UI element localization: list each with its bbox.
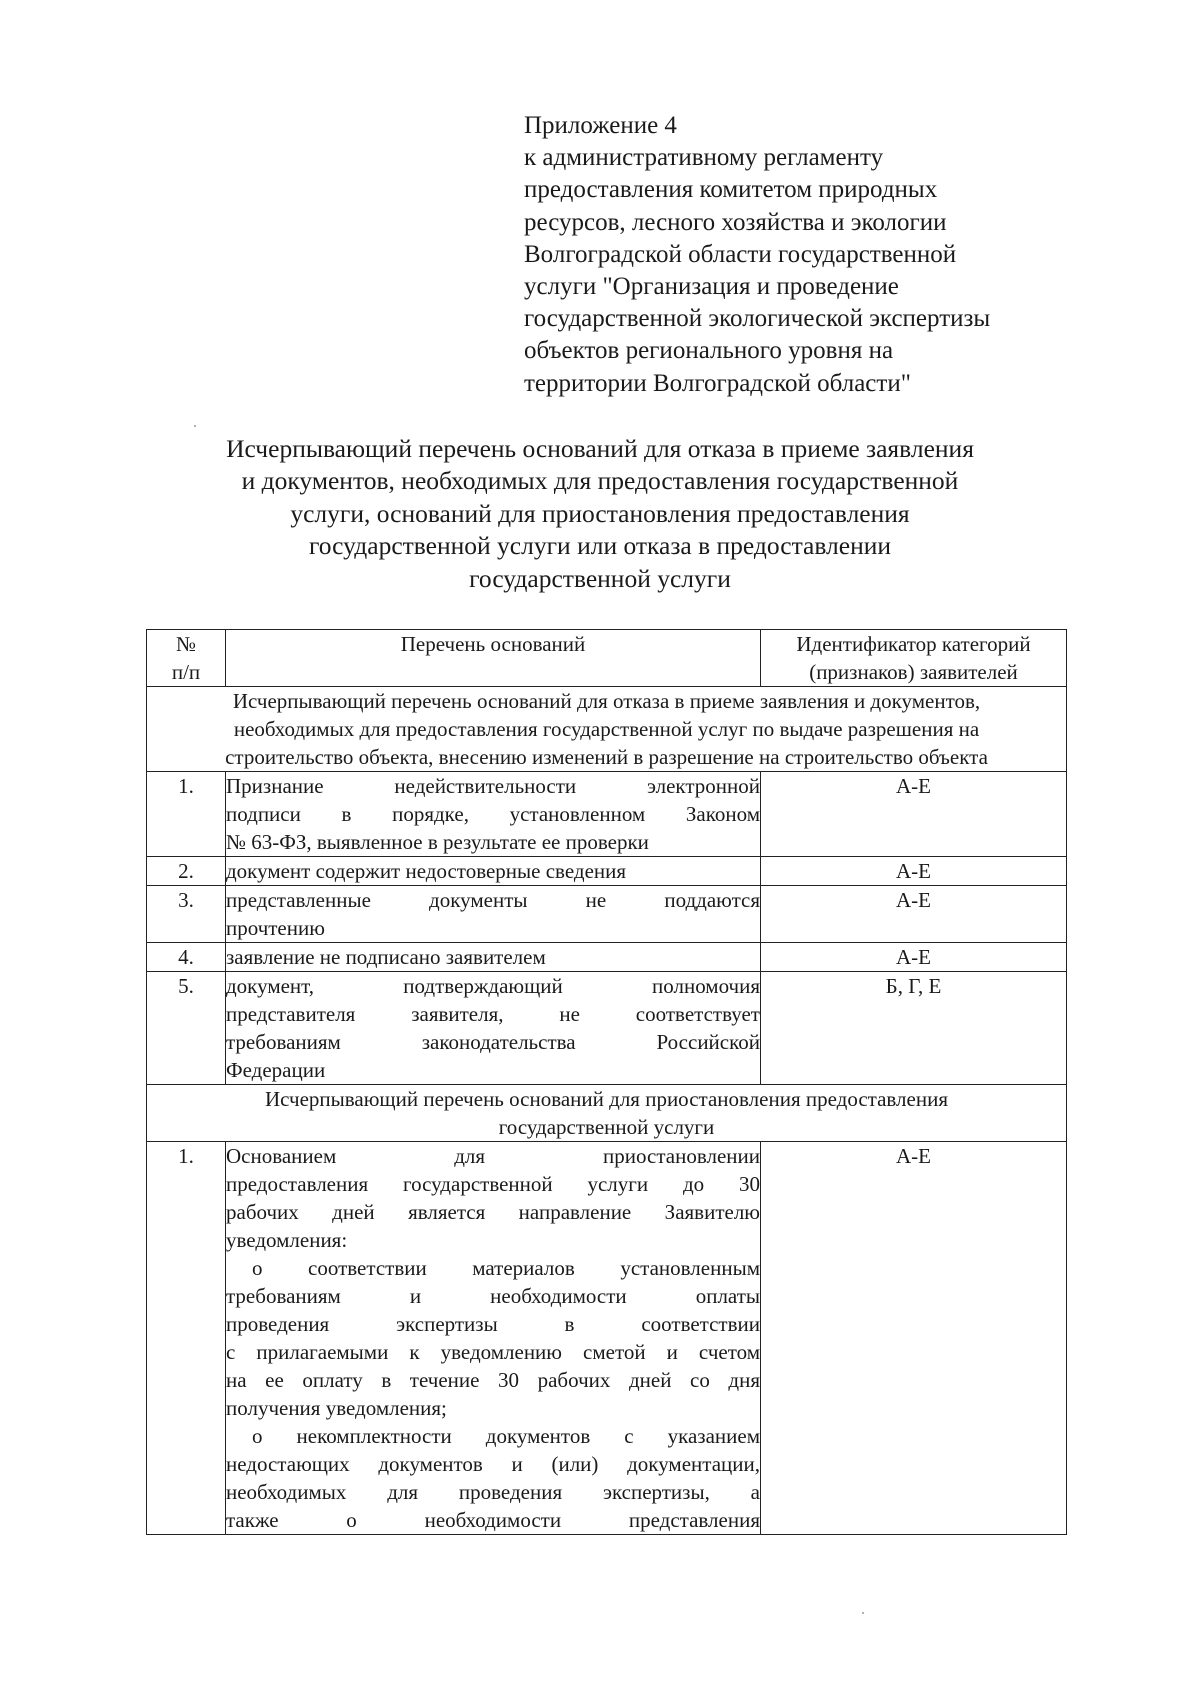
header-num-line: № bbox=[175, 632, 197, 656]
reason-line: требованиям законодательства Российской bbox=[226, 1030, 760, 1054]
reason-line: необходимых для проведения экспертизы, а bbox=[226, 1480, 760, 1504]
row-reason bbox=[226, 857, 761, 886]
title-line: услуги, оснований для приостановления предоставления bbox=[290, 498, 910, 528]
reason-line: документ содержит недостоверные сведения bbox=[226, 859, 627, 883]
section-heading-row bbox=[147, 687, 1067, 772]
section-heading-line: строительство объекта, внесению изменений в разрешение на строительство объекта bbox=[225, 745, 988, 769]
reason-line: документ, подтверждающий полномочия bbox=[226, 974, 760, 998]
reason-line: предоставления государственной услуги до 30 bbox=[226, 1172, 760, 1196]
row-identifier: А-Е bbox=[761, 772, 1067, 857]
reasons-table bbox=[146, 629, 1067, 1535]
reason-line: Федерации bbox=[226, 1058, 326, 1082]
header-num-cell bbox=[147, 630, 226, 687]
row-number: 1. bbox=[147, 1142, 226, 1535]
section1-heading bbox=[147, 687, 1067, 772]
appendix-line: Приложение 4 bbox=[524, 112, 677, 139]
row-number: 1. bbox=[147, 772, 226, 857]
row-identifier: А-Е bbox=[761, 1142, 1067, 1535]
row-number: 5. bbox=[147, 972, 226, 1085]
appendix-line: ресурсов, лесного хозяйства и экологии bbox=[524, 208, 947, 236]
row-reason bbox=[226, 886, 761, 943]
row-identifier: А-Е bbox=[761, 857, 1067, 886]
table-row bbox=[147, 857, 1067, 886]
appendix-line: объектов регионального уровня на bbox=[524, 337, 894, 365]
table-row bbox=[147, 1142, 1067, 1535]
row-reason bbox=[226, 943, 761, 972]
reason-line: Признание недействительности электронной bbox=[226, 774, 760, 798]
reason-line: рабочих дней является направление Заявителю bbox=[226, 1200, 760, 1224]
reason-line: представленные документы не поддаются bbox=[226, 888, 760, 912]
reason-line: о некомплектности документов с указанием bbox=[252, 1424, 760, 1448]
appendix-line: к административному регламенту bbox=[524, 144, 884, 172]
reason-line: Основанием для приостановлении bbox=[226, 1144, 760, 1168]
row-number: 4. bbox=[147, 943, 226, 972]
reason-line: уведомления: bbox=[226, 1228, 348, 1252]
appendix-line: Волгоградской области государственной bbox=[524, 240, 957, 268]
header-id-line: Идентификатор категорий bbox=[796, 632, 1031, 656]
title-line: Исчерпывающий перечень оснований для отказа в приеме заявления bbox=[226, 434, 974, 463]
scan-speck bbox=[194, 425, 196, 427]
title-line: государственной услуги или отказа в предоставлении bbox=[308, 531, 892, 561]
reason-line: проведения экспертизы в соответствии bbox=[226, 1312, 760, 1336]
reason-line: представителя заявителя, не соответствует bbox=[226, 1002, 760, 1026]
reason-line: о соответствии материалов установленным bbox=[252, 1256, 760, 1280]
section-heading-line: Исчерпывающий перечень оснований для приостановления предоставления bbox=[264, 1087, 948, 1111]
section-heading-line: необходимых для предоставления государственной услуг по выдаче разрешения на bbox=[233, 717, 980, 741]
row-identifier: А-Е bbox=[761, 886, 1067, 943]
header-reasons-cell: Перечень оснований bbox=[226, 630, 761, 687]
section-heading-row bbox=[147, 1085, 1067, 1142]
header-id-line: (признаков) заявителей bbox=[809, 660, 1018, 684]
row-reason bbox=[226, 1142, 761, 1535]
row-number: 2. bbox=[147, 857, 226, 886]
reason-line: получения уведомления; bbox=[226, 1396, 447, 1420]
appendix-line: территории Волгоградской области" bbox=[524, 369, 911, 397]
table-row bbox=[147, 886, 1067, 943]
reason-line: недостающих документов и (или) документации, bbox=[226, 1452, 760, 1476]
reason-line: заявление не подписано заявителем bbox=[226, 945, 546, 969]
row-reason bbox=[226, 772, 761, 857]
appendix-line: услуги "Организация и проведение bbox=[524, 273, 899, 301]
reason-line: также о необходимости представления bbox=[226, 1508, 760, 1532]
table-row bbox=[147, 943, 1067, 972]
section-heading-line: Исчерпывающий перечень оснований для отказа в приеме заявления и документов, bbox=[232, 689, 981, 713]
table-header-row bbox=[147, 630, 1067, 687]
header-id-cell bbox=[761, 630, 1067, 687]
reason-line: на ее оплату в течение 30 рабочих дней со дня bbox=[226, 1368, 760, 1392]
row-number: 3. bbox=[147, 886, 226, 943]
title-line: государственной услуги bbox=[469, 563, 731, 593]
table-row bbox=[147, 772, 1067, 857]
reason-line: № 63-ФЗ, выявленное в результате ее проверки bbox=[226, 830, 649, 854]
scan-speck bbox=[862, 1612, 864, 1614]
row-identifier: Б, Г, Е bbox=[761, 972, 1067, 1085]
reason-line: прочтению bbox=[226, 916, 325, 940]
document-title bbox=[140, 433, 1060, 595]
appendix-line: предоставления комитетом природных bbox=[524, 176, 938, 204]
reason-line: подписи в порядке, установленном Законом bbox=[226, 802, 760, 826]
section-heading-line: государственной услуги bbox=[498, 1115, 715, 1139]
appendix-line: государственной экологической экспертизы bbox=[524, 305, 991, 333]
header-num-line: п/п bbox=[171, 660, 201, 684]
title-line: и документов, необходимых для предоставления государственной bbox=[241, 466, 959, 496]
row-identifier: А-Е bbox=[761, 943, 1067, 972]
reason-line: требованиям и необходимости оплаты bbox=[226, 1284, 760, 1308]
appendix-block bbox=[524, 110, 1084, 400]
row-reason bbox=[226, 972, 761, 1085]
section2-heading bbox=[147, 1085, 1067, 1142]
table-row bbox=[147, 972, 1067, 1085]
reason-line: с прилагаемыми к уведомлению сметой и счетом bbox=[226, 1340, 760, 1364]
